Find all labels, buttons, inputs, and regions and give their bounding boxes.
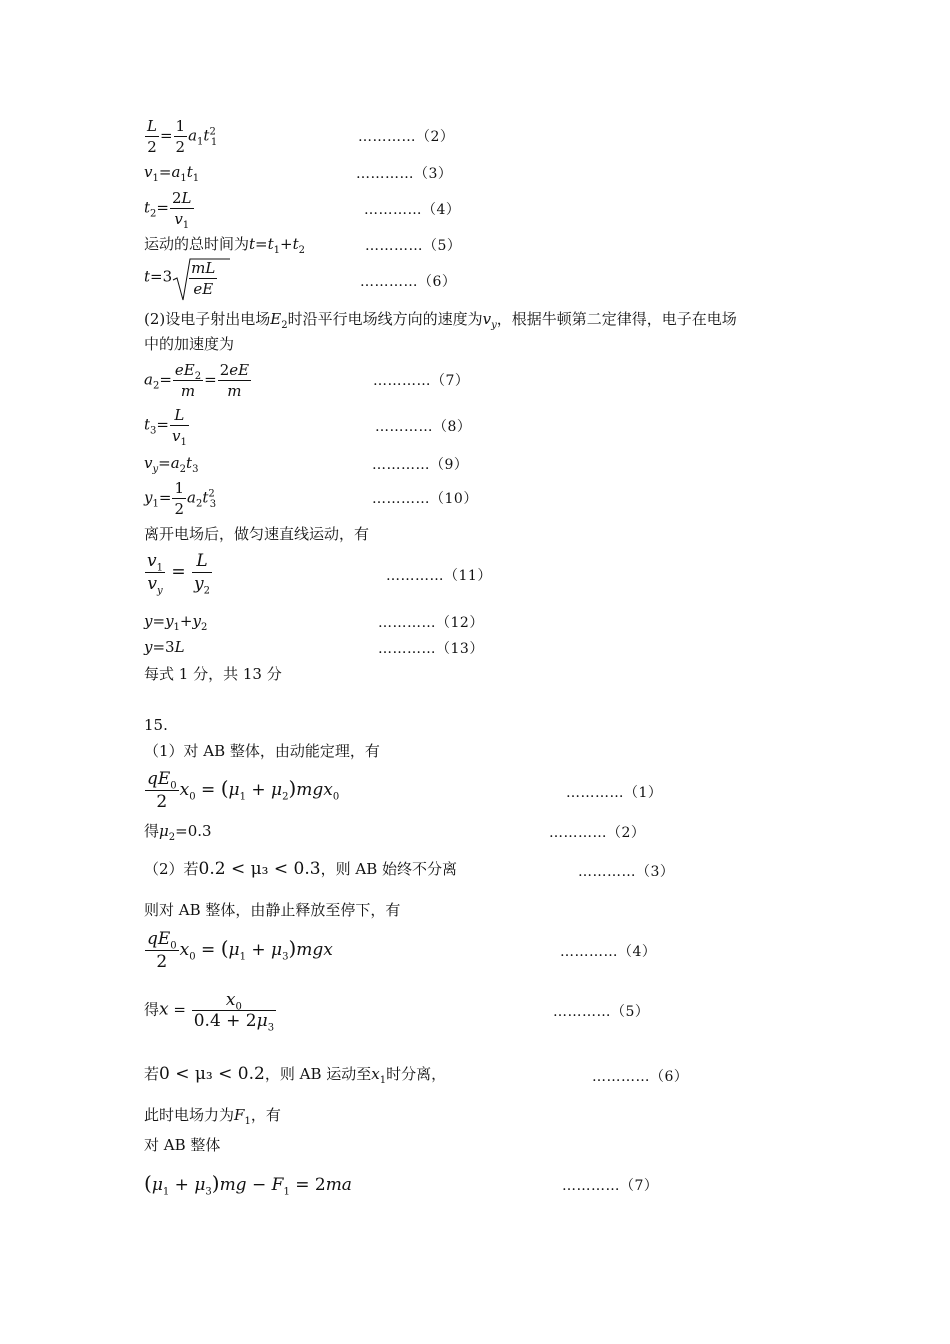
q15-equation-1: $\frac{qE_0}{2}$ $x_0 = (\mu_1 + \mu_2)mgx_0$ [147, 769, 340, 812]
eq-tag-9: …………（9） [372, 457, 469, 473]
equation-12: $y=y_1+y_2$ [144, 612, 208, 633]
q15-whole-release: 则对 AB 整体，由静止释放至停下，有 [144, 901, 401, 919]
eq-tag-6: …………（6） [360, 274, 457, 290]
after-field-text: 离开电场后，做匀速直线运动，有 [144, 525, 370, 543]
equation-4: $t_2=$ $\frac{2L}{v_1}$ [144, 189, 192, 231]
q15-mu2-result: 得$\mu_2=0.3$ [144, 822, 212, 843]
para2-line1: (2)设电子射出电场$E_2$时沿平行电场线方向的速度为$v_y$，根据牛顿第二定律得，电子在电场 [144, 310, 737, 331]
equation-13: y=3L [144, 638, 185, 656]
q15-tag-3: …………（3） [578, 864, 675, 880]
equation-9: $v_y=a_2t_3$ [144, 454, 199, 475]
equation-11: $\frac{v_1}{v_y}$ = $\frac{L}{y_2}$ [147, 551, 211, 597]
total-time-text: 运动的总时间为 [144, 235, 250, 253]
q15-tag-7: …………（7） [562, 1178, 659, 1194]
equation-5: 运动的总时间为$t=t_1+t_2$ [144, 235, 306, 256]
equation-3: $v_1=a_1t_1$ [144, 163, 200, 184]
q15-equation-7: $(\mu_1 + \mu_3)mg - F_1 = 2ma$ [144, 1171, 352, 1198]
equation-2: $\frac{L}{2}$ = $\frac{1}{2}$ $a_1t^2_1$ [147, 117, 218, 156]
para2-line2: 中的加速度为 [144, 335, 235, 353]
q15-condition-2: 若0 < μ₃ < 0.2，则 AB 运动至$x_1$时分离， [144, 1064, 447, 1086]
q15-tag-1: …………（1） [566, 785, 663, 801]
eq-tag-5: …………（5） [365, 238, 462, 254]
eq-tag-8: …………（8） [375, 419, 472, 435]
eq-tag-7: …………（7） [373, 373, 470, 389]
q15-tag-6: …………（6） [592, 1069, 689, 1085]
equation-10: $y_1=$ $\frac{1}{2}$ $a_2t^2_3$ [144, 479, 217, 518]
eq-tag-13: …………（13） [378, 641, 484, 657]
q15-force-line: 此时电场力为$F_1$，有 [144, 1106, 281, 1127]
equation-6: t=3 $\frac{mL}{eE}$ [144, 256, 218, 299]
q15-tag-4: …………（4） [560, 944, 657, 960]
eq-tag-12: …………（12） [378, 615, 484, 631]
eq-tag-11: …………（11） [386, 568, 492, 584]
eq-tag-2: …………（2） [358, 129, 455, 145]
equation-7: $a_2=$ $\frac{eE_2}{m}$ = $\frac{2eE}{m}$ [144, 361, 250, 400]
eq-tag-3: …………（3） [356, 166, 453, 182]
q15-part2-intro: （2）若0.2 < μ₃ < 0.3，则 AB 始终不分离 [144, 859, 457, 879]
eq-tag-4: …………（4） [364, 202, 461, 218]
q15-tag-2: …………（2） [549, 825, 646, 841]
q15-equation-5: 得x = $\frac{x_0}{0.4 + 2\mu_3}$ [144, 990, 275, 1034]
q15-part1-intro: （1）对 AB 整体，由动能定理，有 [144, 742, 380, 760]
q15-tag-5: …………（5） [553, 1004, 650, 1020]
q15-whole-ab: 对 AB 整体 [144, 1136, 221, 1154]
equation-8: $t_3=$ $\frac{L}{v_1}$ [144, 406, 187, 448]
q15-equation-4: $\frac{qE_0}{2}$ $x_0 = (\mu_1 + \mu_3)mgx$ [147, 929, 333, 972]
question-15-number: 15. [144, 716, 168, 734]
eq-tag-10: …………（10） [372, 491, 478, 507]
score-note: 每式 1 分，共 13 分 [144, 665, 282, 683]
